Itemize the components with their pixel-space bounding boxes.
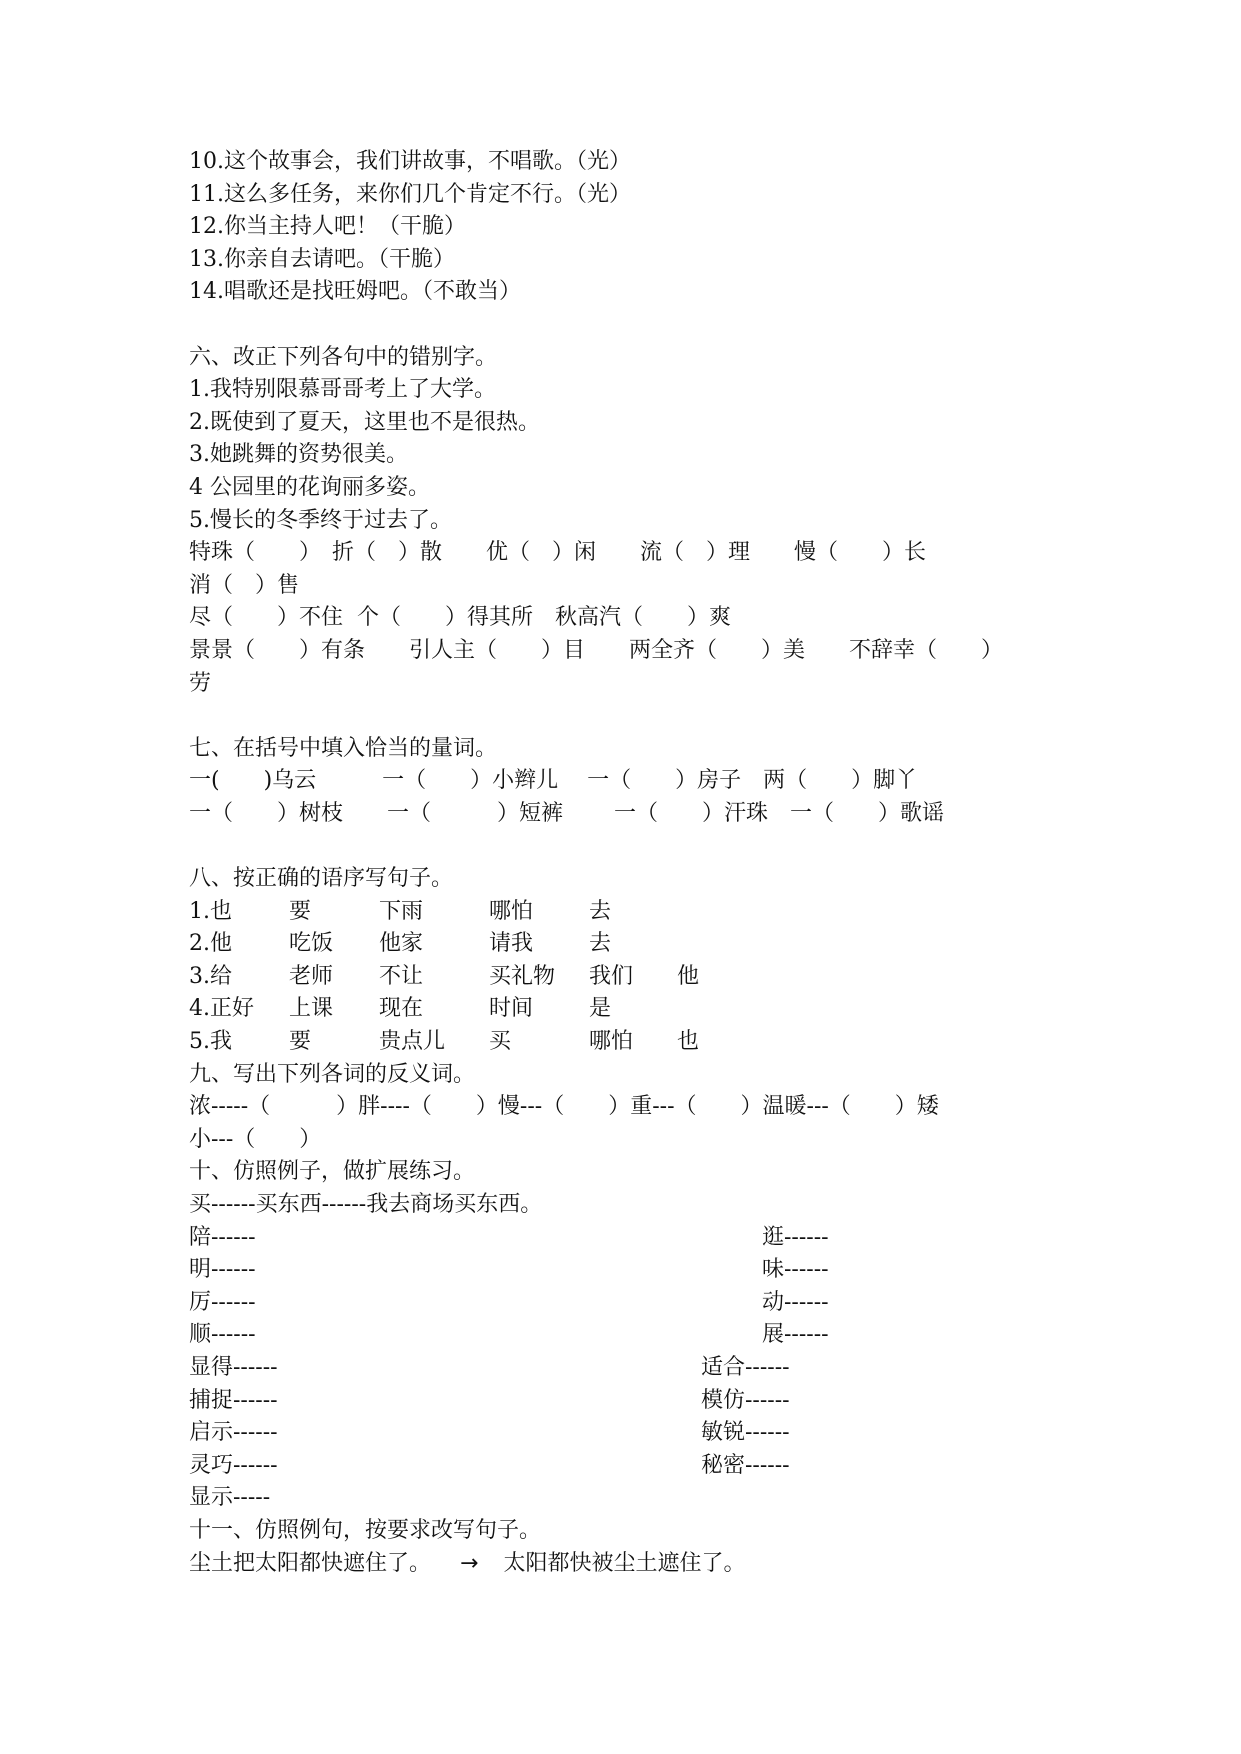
word: 3.给 — [189, 963, 232, 989]
sentence-11: 11.这么多任务，来你们几个肯定不行。（光） — [189, 181, 631, 207]
expansion-word-right: 秘密------ — [701, 1452, 790, 1478]
sentence-14: 14.唱歌还是找旺姆吧。（不敢当） — [189, 279, 521, 305]
word-order-row — [189, 993, 1069, 1026]
expansion-word-left: 启示------ — [189, 1420, 278, 1446]
word-order-row — [189, 928, 1069, 961]
fill-line-4: 景景（ ）有条 引人主（ ）目 两全齐（ ）美 不辞幸（ ） — [189, 637, 1004, 663]
word: 要 — [289, 1029, 312, 1055]
section-10-title: 十、仿照例子，做扩展练习。 — [189, 1159, 476, 1185]
section-6-title: 六、改正下列各句中的错别字。 — [189, 344, 498, 370]
word: 下雨 — [379, 898, 424, 924]
example-passive-sentence: 太阳都快被尘土遮住了。 — [503, 1550, 746, 1576]
word: 老师 — [289, 963, 334, 989]
word-order-row — [189, 961, 1069, 994]
worksheet-page — [189, 146, 1069, 1580]
expansion-example: 买------买东西------我去商场买东西。 — [189, 1192, 543, 1217]
section-10 — [189, 1156, 1069, 1515]
word-order-row — [189, 1026, 1069, 1059]
word: 去 — [589, 898, 612, 924]
measure-word-line-1: 一( )乌云 一（ ）小辫儿 一（ ）房子 两（ ）脚丫 — [189, 768, 918, 794]
arrow-icon: → — [460, 1550, 479, 1576]
expansion-word-left: 灵巧------ — [189, 1452, 278, 1478]
expansion-pair — [189, 1385, 1069, 1418]
word: 去 — [589, 931, 612, 957]
word: 不让 — [379, 963, 424, 989]
word: 贵点儿 — [379, 1029, 446, 1055]
word: 也 — [677, 1029, 700, 1055]
expansion-word-left: 捕捉------ — [189, 1387, 278, 1413]
section-8 — [189, 863, 1069, 1059]
word: 哪怕 — [489, 898, 534, 924]
sentence-12: 12.你当主持人吧！（干脆） — [189, 214, 466, 240]
expansion-pair — [189, 1254, 1069, 1287]
expansion-pair — [189, 1450, 1069, 1483]
fill-line-3: 尽（ ）不住 个（ ）得其所 秋高汽（ ）爽 — [189, 605, 731, 631]
typo-sentence-5: 5.慢长的冬季终于过去了。 — [189, 507, 452, 533]
word: 哪怕 — [589, 1029, 634, 1055]
section-5-tail — [189, 146, 1069, 309]
word: 现在 — [379, 996, 424, 1022]
word: 他 — [677, 963, 700, 989]
expansion-word-left: 明------ — [189, 1257, 256, 1283]
expansion-word-right: 敏锐------ — [701, 1420, 790, 1446]
word: 1.也 — [189, 898, 232, 924]
antonym-line-2: 小---（ ） — [189, 1126, 322, 1152]
section-6 — [189, 342, 1069, 701]
typo-sentence-4: 4 公园里的花询丽多姿。 — [189, 474, 430, 500]
section-9-title: 九、写出下列各词的反义词。 — [189, 1061, 476, 1087]
typo-sentence-2: 2.既使到了夏天，这里也不是很热。 — [189, 409, 540, 435]
expansion-word-left: 显得------ — [189, 1354, 278, 1380]
word: 时间 — [489, 996, 534, 1022]
word: 要 — [289, 898, 312, 924]
word: 2.他 — [189, 931, 232, 957]
rewrite-example — [189, 1548, 1069, 1581]
word: 5.我 — [189, 1029, 232, 1055]
measure-word-line-2: 一（ ）树枝 一（ ）短裤 一（ ）汗珠 一（ ）歌谣 — [189, 800, 944, 826]
fill-line-5: 劳 — [189, 670, 212, 696]
expansion-word-left: 顺------ — [189, 1322, 256, 1348]
fill-line-1: 特珠（ ） 折（ ）散 优（ ）闲 流（ ）理 慢（ ）长 — [189, 540, 927, 566]
word: 他家 — [379, 931, 424, 957]
fill-line-2: 消（ ）售 — [189, 572, 300, 598]
antonym-line-1: 浓-----（ ）胖----（ ）慢---（ ）重---（ ）温暖---（ ）矮 — [189, 1094, 939, 1120]
example-active-sentence: 尘土把太阳都快遮住了。 — [189, 1550, 432, 1576]
word: 我们 — [589, 963, 634, 989]
section-11 — [189, 1515, 1069, 1580]
section-8-title: 八、按正确的语序写句子。 — [189, 866, 454, 892]
expansion-word-right: 逛------ — [762, 1224, 829, 1250]
section-7 — [189, 733, 1069, 831]
expansion-word-right: 适合------ — [701, 1354, 790, 1380]
word: 4.正好 — [189, 996, 254, 1022]
section-11-title: 十一、仿照例句，按要求改写句子。 — [189, 1517, 542, 1543]
word: 上课 — [289, 996, 334, 1022]
sentence-10: 10.这个故事会，我们讲故事，不唱歌。（光） — [189, 149, 631, 174]
expansion-word-left: 陪------ — [189, 1224, 256, 1250]
expansion-word-right: 展------ — [762, 1322, 829, 1348]
section-9 — [189, 1059, 1069, 1157]
word: 吃饭 — [289, 931, 334, 957]
word: 买 — [489, 1029, 512, 1055]
word: 请我 — [489, 931, 534, 957]
expansion-pair — [189, 1287, 1069, 1320]
expansion-word-right: 味------ — [762, 1257, 829, 1283]
expansion-word-right: 动------ — [762, 1289, 829, 1315]
expansion-word-left: 厉------ — [189, 1289, 256, 1315]
expansion-word-last: 显示----- — [189, 1485, 271, 1511]
expansion-pair — [189, 1352, 1069, 1385]
expansion-pair — [189, 1319, 1069, 1352]
sentence-13: 13.你亲自去请吧。（干脆） — [189, 246, 455, 272]
expansion-pair — [189, 1417, 1069, 1450]
section-7-title: 七、在括号中填入恰当的量词。 — [189, 735, 498, 761]
word: 是 — [589, 996, 612, 1022]
expansion-pair — [189, 1222, 1069, 1255]
typo-sentence-1: 1.我特别限慕哥哥考上了大学。 — [189, 377, 496, 403]
word: 买礼物 — [489, 963, 556, 989]
word-order-row — [189, 896, 1069, 929]
typo-sentence-3: 3.她跳舞的资势很美。 — [189, 442, 408, 468]
expansion-word-right: 模仿------ — [701, 1387, 790, 1413]
